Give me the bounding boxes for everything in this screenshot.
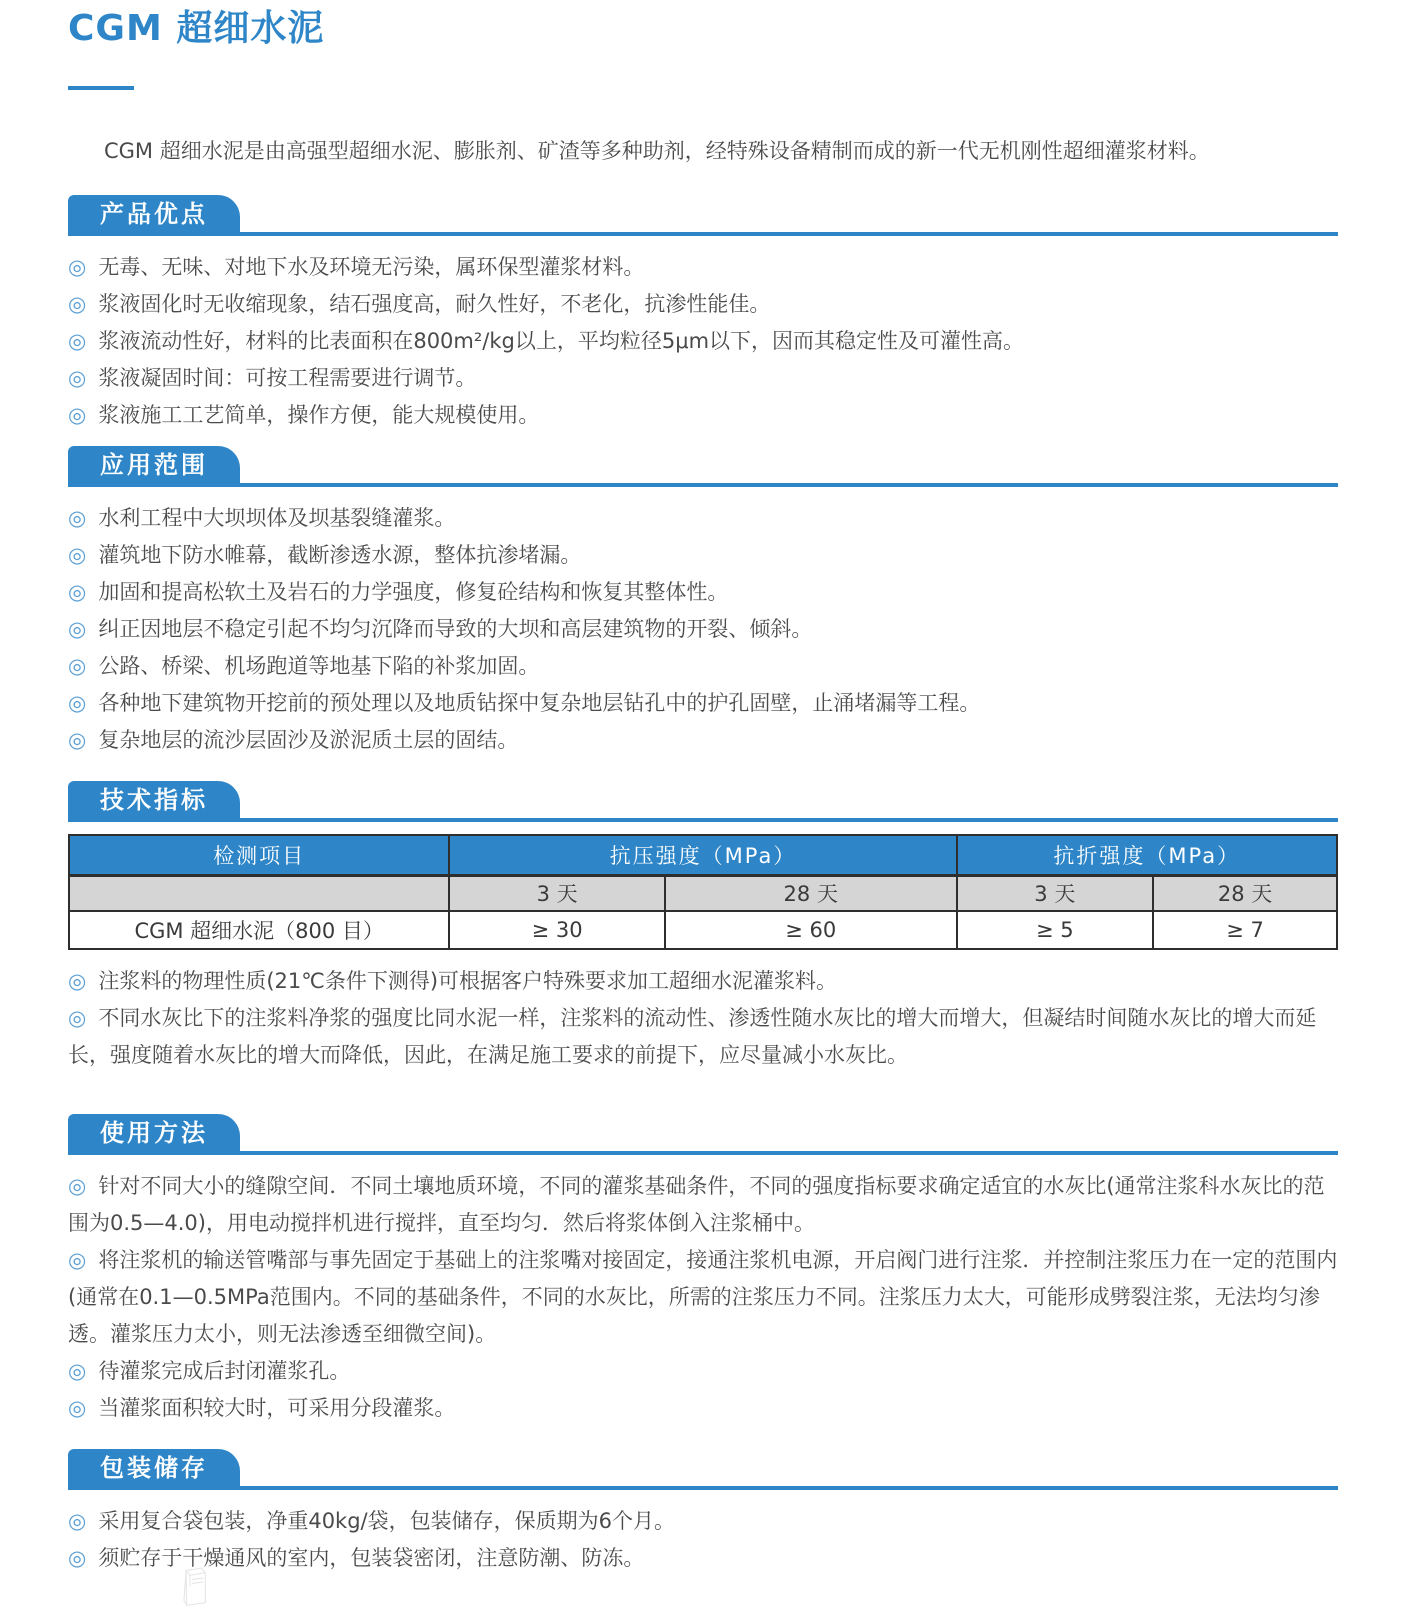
bullet-item (68, 397, 1338, 434)
table-empty-cell (69, 875, 449, 911)
table-sub-header: 28 天 (665, 875, 957, 911)
table-sub-header-row (69, 875, 1337, 911)
ring-bullet-icon: ◎ (68, 1359, 87, 1383)
bullet-text: 无毒、无味、对地下水及环境无污染，属环保型灌浆材料。 (98, 255, 645, 279)
table-corner-header: 检测项目 (69, 835, 449, 875)
bullet-item (68, 500, 1338, 537)
section-usage (68, 1114, 1338, 1427)
bullet-text: 浆液施工工艺简单，操作方便，能大规模使用。 (98, 403, 540, 427)
section-badge (68, 446, 240, 483)
table-sub-header: 3 天 (957, 875, 1154, 911)
section-header-storage (68, 1449, 1338, 1490)
ring-bullet-icon: ◎ (68, 403, 87, 427)
bullet-text: 不同水灰比下的注浆料净浆的强度比同水泥一样，注浆料的流动性、渗透性随水灰比的增大而增大，但凝结时间随水灰比的增大而延长，强度随着水灰比的增大而降低，因此，在满足施工要求的前提下，应尽量减小水灰比。 (68, 1006, 1317, 1067)
bullet-item (68, 360, 1338, 397)
bullet-list (68, 500, 1338, 759)
section-underline (68, 818, 1338, 822)
bullet-text: 复杂地层的流沙层固沙及淤泥质土层的固结。 (98, 728, 519, 752)
bullet-text: 待灌浆完成后封闭灌浆孔。 (98, 1359, 351, 1383)
bullet-text: 灌筑地下防水帷幕，截断渗透水源，整体抗渗堵漏。 (98, 543, 582, 567)
bullet-item (68, 249, 1338, 286)
section-specs (68, 781, 1338, 1074)
section-badge (68, 195, 240, 232)
bullet-item (68, 648, 1338, 685)
bullet-text: 将注浆机的输送管嘴部与事先固定于基础上的注浆嘴对接固定，接通注浆机电源，开启阀门进行注浆．并控制注浆压力在一定的范围内(通常在0.1—0.5MPa范围内。不同的基础条件，不同的水灰比，所需的注浆压力不同。注浆压力太大，可能形成劈裂注浆，无法均匀渗透。灌浆压力太小，则无法渗透至细微空间)。 (68, 1248, 1338, 1346)
bullet-item (68, 1503, 1338, 1540)
ring-bullet-icon: ◎ (68, 1546, 87, 1570)
ring-bullet-icon: ◎ (68, 255, 87, 279)
bullet-text: 针对不同大小的缝隙空间．不同土壤地质环境，不同的灌浆基础条件，不同的强度指标要求确定适宜的水灰比(通常注浆科水灰比的范围为0.5—4.0)，用电动搅拌机进行搅拌，直至均匀．然后将浆体倒入注浆桶中。 (68, 1174, 1325, 1235)
section-header-advantages (68, 195, 1338, 236)
section-title: 使用方法 (100, 1119, 208, 1147)
section-header-specs (68, 781, 1338, 822)
bullet-item (68, 1540, 1338, 1577)
ring-bullet-icon: ◎ (68, 691, 87, 715)
ring-bullet-icon: ◎ (68, 617, 87, 641)
ring-bullet-icon: ◎ (68, 329, 87, 353)
bullet-list (68, 249, 1338, 434)
bullet-item (68, 323, 1338, 360)
section-badge (68, 1114, 240, 1151)
bullet-text: 须贮存于干燥通风的室内，包装袋密闭，注意防潮、防冻。 (98, 1546, 645, 1570)
table-row (69, 911, 1337, 949)
section-header-usage (68, 1114, 1338, 1155)
bullet-item (68, 611, 1338, 648)
table-sub-header: 3 天 (449, 875, 665, 911)
bullet-item (68, 722, 1338, 759)
table-cell: ≥ 7 (1153, 911, 1337, 949)
bullet-item (68, 1390, 1338, 1427)
section-title: 产品优点 (100, 200, 208, 228)
ring-bullet-icon: ◎ (68, 366, 87, 390)
bullet-item (68, 1168, 1338, 1242)
ring-bullet-icon: ◎ (68, 1396, 87, 1420)
section-scope (68, 446, 1338, 759)
intro-paragraph: CGM 超细水泥是由高强型超细水泥、膨胀剂、矿渣等多种助剂，经特殊设备精制而成的新一代无机刚性超细灌浆材料。 (104, 139, 1210, 163)
table-cell: ≥ 30 (449, 911, 665, 949)
bullet-item (68, 286, 1338, 323)
section-storage (68, 1449, 1338, 1577)
ring-bullet-icon: ◎ (68, 728, 87, 752)
ring-bullet-icon: ◎ (68, 292, 87, 316)
bullet-item (68, 1000, 1338, 1074)
bullet-item (68, 1353, 1338, 1390)
bullet-text: 浆液凝固时间：可按工程需要进行调节。 (98, 366, 477, 390)
bullet-text: 纠正因地层不稳定引起不均匀沉降而导致的大坝和高层建筑物的开裂、倾斜。 (98, 617, 813, 641)
cement-bag-outline-art (140, 1566, 250, 1606)
ring-bullet-icon: ◎ (68, 654, 87, 678)
table-cell: ≥ 60 (665, 911, 957, 949)
ring-bullet-icon: ◎ (68, 1174, 87, 1198)
bullet-item (68, 963, 1338, 1000)
bullet-text: 各种地下建筑物开挖前的预处理以及地质钻探中复杂地层钻孔中的护孔固壁，止涌堵漏等工程。 (98, 691, 981, 715)
title-underline-dash (68, 86, 134, 90)
page-title: CGM 超细水泥 (68, 8, 325, 49)
table-cell: ≥ 5 (957, 911, 1154, 949)
section-underline (68, 483, 1338, 487)
ring-bullet-icon: ◎ (68, 1509, 87, 1533)
bullet-text: 采用复合袋包装，净重40kg/袋，包装储存，保质期为6个月。 (98, 1509, 675, 1533)
bullet-text: 浆液流动性好，材料的比表面积在800m²/kg以上，平均粒径5μm以下，因而其稳定性及可灌性高。 (98, 329, 1025, 353)
specs-table (68, 834, 1338, 950)
ring-bullet-icon: ◎ (68, 969, 87, 993)
ring-bullet-icon: ◎ (68, 543, 87, 567)
bullet-item (68, 537, 1338, 574)
section-underline (68, 1151, 1338, 1155)
bullet-text: 水利工程中大坝坝体及坝基裂缝灌浆。 (98, 506, 456, 530)
bullet-text: 加固和提高松软土及岩石的力学强度，修复砼结构和恢复其整体性。 (98, 580, 729, 604)
bullet-text: 浆液固化时无收缩现象，结石强度高，耐久性好，不老化，抗渗性能佳。 (98, 292, 771, 316)
ring-bullet-icon: ◎ (68, 1006, 87, 1030)
table-sub-header: 28 天 (1153, 875, 1337, 911)
bullet-text: 当灌浆面积较大时，可采用分段灌浆。 (98, 1396, 456, 1420)
bullet-item (68, 574, 1338, 611)
bullet-item (68, 685, 1338, 722)
bullet-text: 注浆料的物理性质(21℃条件下测得)可根据客户特殊要求加工超细水泥灌浆料。 (98, 969, 838, 993)
bullet-text: 公路、桥梁、机场跑道等地基下陷的补浆加固。 (98, 654, 540, 678)
section-badge (68, 781, 240, 818)
table-group-header-compressive: 抗压强度（MPa） (449, 835, 956, 875)
bullet-list (68, 963, 1338, 1074)
ring-bullet-icon: ◎ (68, 580, 87, 604)
section-underline (68, 232, 1338, 236)
bullet-list (68, 1503, 1338, 1577)
ring-bullet-icon: ◎ (68, 506, 87, 530)
section-header-scope (68, 446, 1338, 487)
table-group-header-flexural: 抗折强度（MPa） (957, 835, 1337, 875)
table-row-item: CGM 超细水泥（800 目） (69, 911, 449, 949)
bullet-list (68, 1168, 1338, 1427)
ring-bullet-icon: ◎ (68, 1248, 87, 1272)
section-title: 技术指标 (100, 786, 208, 814)
section-title: 应用范围 (100, 451, 208, 479)
section-badge (68, 1449, 240, 1486)
table-group-header-row (69, 835, 1337, 875)
section-underline (68, 1486, 1338, 1490)
bullet-item (68, 1242, 1338, 1353)
section-title: 包装储存 (100, 1454, 208, 1482)
section-advantages (68, 195, 1338, 434)
